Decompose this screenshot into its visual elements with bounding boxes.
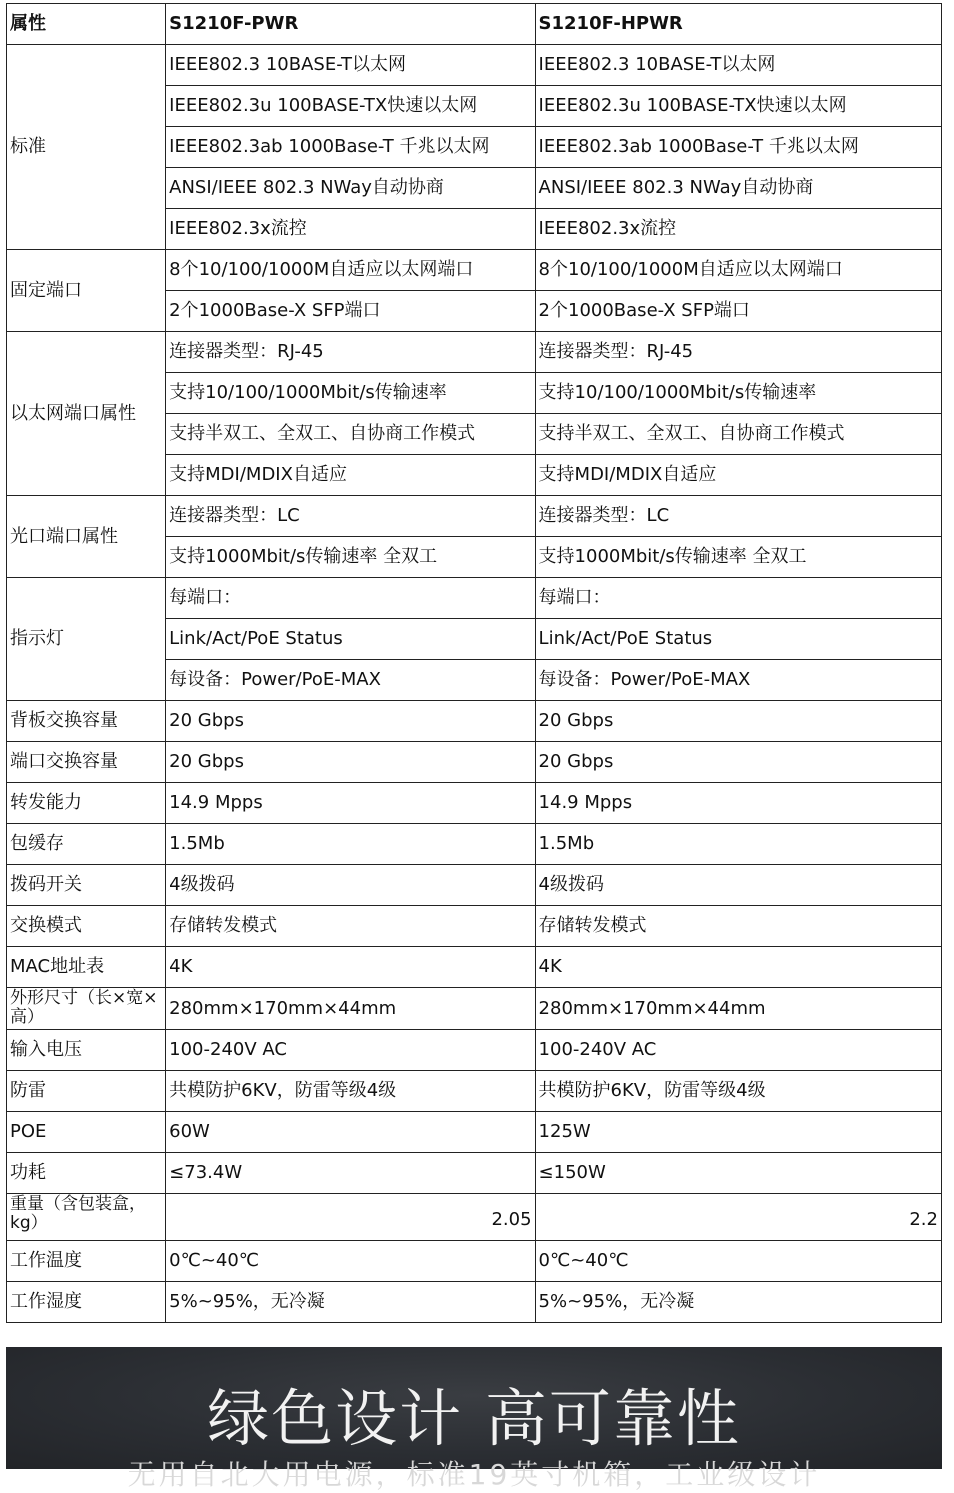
value-cell-pwr: 连接器类型：RJ-45 [166, 332, 535, 373]
value-cell-pwr: IEEE802.3u 100BASE-TX快速以太网 [166, 86, 535, 127]
value-cell-pwr: ANSI/IEEE 802.3 NWay自动协商 [166, 168, 535, 209]
header-model-hpwr: S1210F-HPWR [535, 4, 941, 45]
value-cell-pwr: 支持1000Mbit/s传输速率 全双工 [166, 537, 535, 578]
table-row [7, 1112, 942, 1153]
table-row [7, 1071, 942, 1112]
attribute-cell: 以太网端口属性 [7, 332, 166, 496]
attribute-cell: 光口端口属性 [7, 496, 166, 578]
attribute-cell: 端口交换容量 [7, 742, 166, 783]
table-row [7, 578, 942, 619]
value-cell-pwr: 存储转发模式 [166, 906, 535, 947]
attribute-cell: 拨码开关 [7, 865, 166, 906]
spec-table-body [7, 4, 942, 1323]
attribute-cell: 固定端口 [7, 250, 166, 332]
spec-table [6, 3, 942, 1323]
value-cell-hpwr: 存储转发模式 [535, 906, 941, 947]
value-cell-hpwr: 支持10/100/1000Mbit/s传输速率 [535, 373, 941, 414]
value-cell-hpwr: ANSI/IEEE 802.3 NWay自动协商 [535, 168, 941, 209]
table-row [7, 906, 942, 947]
table-row [7, 742, 942, 783]
value-cell-pwr: 2个1000Base-X SFP端口 [166, 291, 535, 332]
table-row [7, 701, 942, 742]
feature-banner [6, 1347, 942, 1491]
attribute-cell: 功耗 [7, 1153, 166, 1194]
value-cell-pwr: 0℃~40℃ [166, 1241, 535, 1282]
value-cell-hpwr: 4级拨码 [535, 865, 941, 906]
header-attribute: 属性 [7, 4, 166, 45]
table-row [7, 332, 942, 373]
attribute-cell: 转发能力 [7, 783, 166, 824]
value-cell-pwr: 共模防护6KV，防雷等级4级 [166, 1071, 535, 1112]
table-header-row [7, 4, 942, 45]
table-row [7, 1030, 942, 1071]
value-cell-pwr: 14.9 Mpps [166, 783, 535, 824]
table-row [7, 1153, 942, 1194]
table-row [7, 1241, 942, 1282]
value-cell-hpwr: 8个10/100/1000M自适应以太网端口 [535, 250, 941, 291]
value-cell-pwr: 20 Gbps [166, 701, 535, 742]
banner-subtitle: 无用自北大用电源，标准19英寸机箱，工业级设计 [127, 1458, 821, 1491]
table-row [7, 865, 942, 906]
banner-title: 绿色设计 高可靠性 [207, 1382, 741, 1455]
attribute-cell: 包缓存 [7, 824, 166, 865]
attribute-cell: POE [7, 1112, 166, 1153]
attribute-cell: 工作湿度 [7, 1282, 166, 1323]
value-cell-pwr: 280mm×170mm×44mm [166, 988, 535, 1030]
value-cell-hpwr: 20 Gbps [535, 742, 941, 783]
value-cell-hpwr: ≤150W [535, 1153, 941, 1194]
value-cell-hpwr: Link/Act/PoE Status [535, 619, 941, 660]
value-cell-pwr: 连接器类型：LC [166, 496, 535, 537]
value-cell-hpwr: 20 Gbps [535, 701, 941, 742]
value-cell-pwr: 4K [166, 947, 535, 988]
value-cell-pwr: IEEE802.3x流控 [166, 209, 535, 250]
attribute-cell: 指示灯 [7, 578, 166, 701]
value-cell-pwr: 20 Gbps [166, 742, 535, 783]
value-cell-pwr: ≤73.4W [166, 1153, 535, 1194]
value-cell-hpwr: IEEE802.3 10BASE-T以太网 [535, 45, 941, 86]
attribute-cell: 交换模式 [7, 906, 166, 947]
value-cell-pwr: 支持10/100/1000Mbit/s传输速率 [166, 373, 535, 414]
value-cell-hpwr: 100-240V AC [535, 1030, 941, 1071]
value-cell-pwr: IEEE802.3 10BASE-T以太网 [166, 45, 535, 86]
table-row [7, 988, 942, 1030]
attribute-cell: MAC地址表 [7, 947, 166, 988]
table-row [7, 45, 942, 86]
value-cell-pwr: 60W [166, 1112, 535, 1153]
table-row [7, 250, 942, 291]
table-row [7, 783, 942, 824]
attribute-cell: 外形尺寸（长×宽×高） [7, 988, 166, 1030]
header-model-pwr: S1210F-PWR [166, 4, 535, 45]
value-cell-pwr: 5%~95%，无冷凝 [166, 1282, 535, 1323]
value-cell-hpwr: 0℃~40℃ [535, 1241, 941, 1282]
value-cell-hpwr: 连接器类型：RJ-45 [535, 332, 941, 373]
value-cell-hpwr: 支持MDI/MDIX自适应 [535, 455, 941, 496]
table-row [7, 1194, 942, 1241]
table-row [7, 824, 942, 865]
value-cell-pwr: 8个10/100/1000M自适应以太网端口 [166, 250, 535, 291]
attribute-cell: 输入电压 [7, 1030, 166, 1071]
value-cell-hpwr: IEEE802.3u 100BASE-TX快速以太网 [535, 86, 941, 127]
value-cell-hpwr: 4K [535, 947, 941, 988]
value-cell-hpwr: 共模防护6KV，防雷等级4级 [535, 1071, 941, 1112]
value-cell-pwr: 每设备：Power/PoE-MAX [166, 660, 535, 701]
value-cell-pwr: 2.05 [166, 1194, 535, 1241]
attribute-cell: 防雷 [7, 1071, 166, 1112]
attribute-cell: 背板交换容量 [7, 701, 166, 742]
value-cell-hpwr: 1.5Mb [535, 824, 941, 865]
table-row [7, 947, 942, 988]
value-cell-hpwr: 支持半双工、全双工、自协商工作模式 [535, 414, 941, 455]
value-cell-pwr: 1.5Mb [166, 824, 535, 865]
value-cell-pwr: 4级拨码 [166, 865, 535, 906]
value-cell-hpwr: 连接器类型：LC [535, 496, 941, 537]
attribute-cell: 工作温度 [7, 1241, 166, 1282]
value-cell-hpwr: 支持1000Mbit/s传输速率 全双工 [535, 537, 941, 578]
table-row [7, 496, 942, 537]
value-cell-pwr: 支持半双工、全双工、自协商工作模式 [166, 414, 535, 455]
value-cell-hpwr: 每设备：Power/PoE-MAX [535, 660, 941, 701]
value-cell-pwr: IEEE802.3ab 1000Base-T 千兆以太网 [166, 127, 535, 168]
value-cell-pwr: Link/Act/PoE Status [166, 619, 535, 660]
value-cell-pwr: 支持MDI/MDIX自适应 [166, 455, 535, 496]
value-cell-pwr: 100-240V AC [166, 1030, 535, 1071]
value-cell-hpwr: 2.2 [535, 1194, 941, 1241]
value-cell-hpwr: 125W [535, 1112, 941, 1153]
value-cell-hpwr: 每端口： [535, 578, 941, 619]
table-row [7, 1282, 942, 1323]
attribute-cell: 标准 [7, 45, 166, 250]
value-cell-hpwr: IEEE802.3ab 1000Base-T 千兆以太网 [535, 127, 941, 168]
value-cell-pwr: 每端口： [166, 578, 535, 619]
value-cell-hpwr: IEEE802.3x流控 [535, 209, 941, 250]
value-cell-hpwr: 280mm×170mm×44mm [535, 988, 941, 1030]
value-cell-hpwr: 2个1000Base-X SFP端口 [535, 291, 941, 332]
attribute-cell: 重量（含包装盒，kg） [7, 1194, 166, 1241]
value-cell-hpwr: 5%~95%，无冷凝 [535, 1282, 941, 1323]
value-cell-hpwr: 14.9 Mpps [535, 783, 941, 824]
